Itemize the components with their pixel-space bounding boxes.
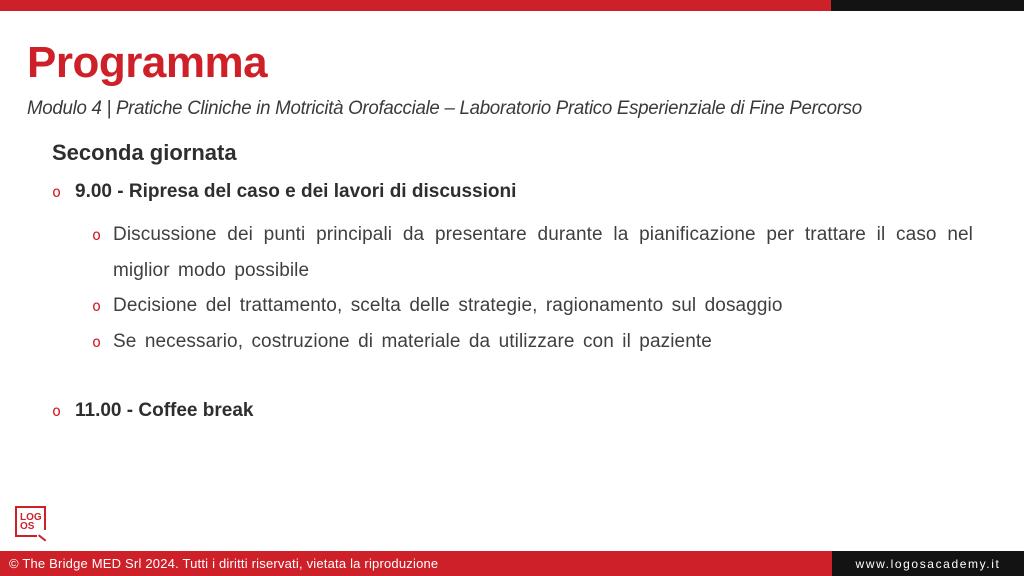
logo-text-line1: LOG: [20, 511, 42, 523]
logos-logo-mark: [15, 506, 46, 537]
top-bar-black-segment: [831, 0, 1024, 11]
bullet-icon: o: [52, 183, 62, 201]
slide-subtitle: Modulo 4 | Pratiche Cliniche in Motricità Orofacciale – Laboratorio Pratico Esperienziale di Fine Percorso: [27, 98, 862, 119]
bullet-icon: o: [92, 333, 102, 351]
bullet-icon: o: [92, 297, 102, 315]
bullet-icon: o: [92, 226, 102, 244]
agenda-item-label: 9.00 - Ripresa del caso e dei lavori di discussioni: [75, 181, 517, 202]
slide-body: [52, 139, 982, 436]
slide-title: Programma: [27, 38, 268, 87]
logo-text-line2: OS: [20, 520, 35, 532]
list-item: [92, 288, 982, 324]
footer-bar: [0, 551, 1024, 576]
section-title: Seconda giornata: [52, 140, 237, 165]
detail-text: Se necessario, costruzione di materiale da utilizzare con il paziente: [113, 331, 712, 352]
agenda-item-label: 11.00 - Coffee break: [75, 400, 254, 421]
list-item: [92, 324, 982, 360]
top-bar-red-segment: [0, 0, 831, 11]
logos-logo: [15, 506, 46, 537]
detail-text: Discussione dei punti principali da presentare durante la pianificazione per trattare il caso nel miglior modo possibile: [113, 224, 973, 281]
agenda-item-ripresa: [52, 180, 982, 204]
top-accent-bar: [0, 0, 1024, 11]
list-item: [92, 217, 982, 288]
bullet-icon: o: [52, 402, 62, 420]
detail-list: [92, 217, 982, 360]
agenda-item-coffee-break: [52, 399, 982, 423]
footer-copyright: © The Bridge MED Srl 2024. Tutti i diritti riservati, vietata la riproduzione: [0, 551, 832, 576]
detail-text: Decisione del trattamento, scelta delle strategie, ragionamento sul dosaggio: [113, 295, 783, 316]
footer-website-link[interactable]: www.logosacademy.it: [832, 551, 1024, 576]
